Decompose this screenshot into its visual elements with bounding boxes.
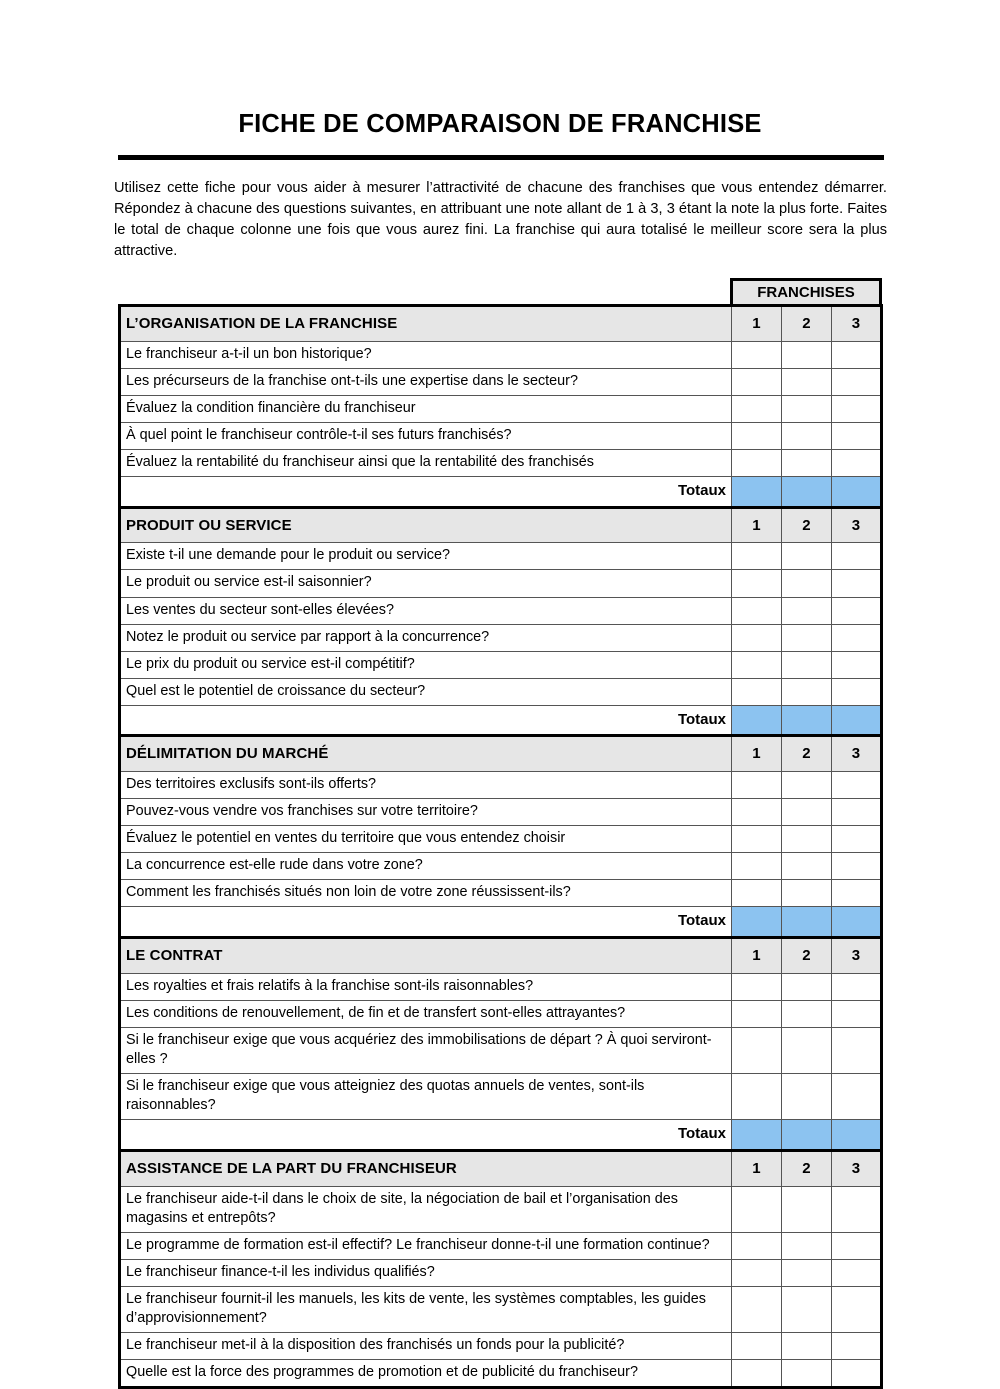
totals-cell[interactable]: [832, 1119, 882, 1150]
table-row: [120, 1359, 882, 1387]
table-row: [120, 1027, 882, 1073]
column-header-1: 1: [732, 507, 782, 543]
table-row: [120, 624, 882, 651]
table-row: [120, 570, 882, 597]
title-divider: [118, 155, 884, 160]
score-cell[interactable]: [732, 597, 782, 624]
section-title: PRODUIT OU SERVICE: [120, 507, 732, 543]
score-cell[interactable]: [732, 772, 782, 799]
column-header-3: 3: [832, 938, 882, 974]
score-cell[interactable]: [832, 1332, 882, 1359]
totals-cell[interactable]: [782, 705, 832, 736]
section-title: LE CONTRAT: [120, 938, 732, 974]
score-cell[interactable]: [832, 799, 882, 826]
score-cell[interactable]: [732, 395, 782, 422]
column-header-3: 3: [832, 306, 882, 342]
score-cell[interactable]: [782, 341, 832, 368]
score-cell[interactable]: [832, 678, 882, 705]
band-spacer: [118, 278, 730, 304]
totals-cell[interactable]: [732, 907, 782, 938]
question-text: Évaluez la condition financière du franchiseur: [120, 395, 732, 422]
question-text: À quel point le franchiseur contrôle-t-il ses futurs franchisés?: [120, 422, 732, 449]
score-cell[interactable]: [832, 341, 882, 368]
table-row: [120, 1186, 882, 1232]
section-header-row: [120, 507, 882, 543]
score-cell[interactable]: [732, 543, 782, 570]
score-cell[interactable]: [732, 422, 782, 449]
score-cell[interactable]: [732, 1232, 782, 1259]
column-header-3: 3: [832, 507, 882, 543]
table-row: [120, 1332, 882, 1359]
section-header-row: [120, 1150, 882, 1186]
score-cell[interactable]: [832, 880, 882, 907]
score-cell[interactable]: [832, 624, 882, 651]
score-cell[interactable]: [732, 973, 782, 1000]
score-cell[interactable]: [732, 1000, 782, 1027]
score-cell[interactable]: [782, 1232, 832, 1259]
score-cell[interactable]: [732, 341, 782, 368]
score-cell[interactable]: [782, 543, 832, 570]
section-header-row: [120, 736, 882, 772]
table-row: [120, 1073, 882, 1119]
column-header-2: 2: [782, 736, 832, 772]
score-cell[interactable]: [782, 1073, 832, 1119]
section-title: DÉLIMITATION DU MARCHÉ: [120, 736, 732, 772]
table-row: [120, 826, 882, 853]
score-cell[interactable]: [832, 395, 882, 422]
totals-label: Totaux: [120, 1119, 732, 1150]
table-row: [120, 1232, 882, 1259]
score-cell[interactable]: [832, 1232, 882, 1259]
question-text: Pouvez-vous vendre vos franchises sur votre territoire?: [120, 799, 732, 826]
score-cell[interactable]: [732, 570, 782, 597]
table-row: [120, 422, 882, 449]
table-row: [120, 368, 882, 395]
column-header-2: 2: [782, 938, 832, 974]
table-row: [120, 880, 882, 907]
question-text: Le produit ou service est-il saisonnier?: [120, 570, 732, 597]
score-cell[interactable]: [782, 799, 832, 826]
totals-cell[interactable]: [832, 476, 882, 507]
page-title: FICHE DE COMPARAISON DE FRANCHISE: [238, 110, 762, 138]
score-cell[interactable]: [732, 1332, 782, 1359]
score-cell[interactable]: [782, 772, 832, 799]
table-row: [120, 449, 882, 476]
question-text: Le prix du produit ou service est-il compétitif?: [120, 651, 732, 678]
question-text: Le franchiseur fournit-il les manuels, les kits de vente, les systèmes comptables, les guides d’approvisionnement?: [120, 1286, 732, 1332]
question-text: Le franchiseur met-il à la disposition des franchisés un fonds pour la publicité?: [120, 1332, 732, 1359]
table-row: [120, 341, 882, 368]
score-cell[interactable]: [782, 1332, 832, 1359]
comparison-table: [118, 304, 883, 1389]
question-text: Le programme de formation est-il effectif? Le franchiseur donne-t-il une formation continue?: [120, 1232, 732, 1259]
score-cell[interactable]: [782, 624, 832, 651]
question-text: Le franchiseur a-t-il un bon historique?: [120, 341, 732, 368]
score-cell[interactable]: [832, 1186, 882, 1232]
totals-cell[interactable]: [732, 476, 782, 507]
score-cell[interactable]: [782, 973, 832, 1000]
score-cell[interactable]: [782, 1000, 832, 1027]
score-cell[interactable]: [732, 1186, 782, 1232]
franchises-group-header: FRANCHISES: [730, 278, 882, 304]
score-cell[interactable]: [782, 449, 832, 476]
score-cell[interactable]: [832, 449, 882, 476]
question-text: Existe t-il une demande pour le produit ou service?: [120, 543, 732, 570]
table-row: [120, 973, 882, 1000]
question-text: Le franchiseur finance-t-il les individus qualifiés?: [120, 1259, 732, 1286]
question-text: Des territoires exclusifs sont-ils offerts?: [120, 772, 732, 799]
totals-cell[interactable]: [782, 476, 832, 507]
franchises-band: [118, 278, 882, 304]
score-cell[interactable]: [832, 1286, 882, 1332]
question-text: Si le franchiseur exige que vous acquériez des immobilisations de départ ? À quoi serviront-elles ?: [120, 1027, 732, 1073]
question-text: Comment les franchisés situés non loin de votre zone réussissent-ils?: [120, 880, 732, 907]
score-cell[interactable]: [782, 570, 832, 597]
question-text: Quel est le potentiel de croissance du secteur?: [120, 678, 732, 705]
column-header-2: 2: [782, 507, 832, 543]
table-row: [120, 678, 882, 705]
score-cell[interactable]: [782, 1286, 832, 1332]
question-text: Évaluez la rentabilité du franchiseur ainsi que la rentabilité des franchisés: [120, 449, 732, 476]
score-cell[interactable]: [832, 973, 882, 1000]
question-text: Le franchiseur aide-t-il dans le choix de site, la négociation de bail et l’organisation des magasins et entrepôts?: [120, 1186, 732, 1232]
section-header-row: [120, 306, 882, 342]
column-header-1: 1: [732, 736, 782, 772]
column-header-3: 3: [832, 736, 882, 772]
totals-label: Totaux: [120, 705, 732, 736]
comparison-table-wrapper: [118, 278, 882, 1389]
score-cell[interactable]: [782, 422, 832, 449]
score-cell[interactable]: [832, 570, 882, 597]
table-row: [120, 395, 882, 422]
score-cell[interactable]: [732, 449, 782, 476]
score-cell[interactable]: [732, 1027, 782, 1073]
totals-row: [120, 476, 882, 507]
score-cell[interactable]: [782, 597, 832, 624]
score-cell[interactable]: [832, 368, 882, 395]
column-header-1: 1: [732, 938, 782, 974]
section-header-row: [120, 938, 882, 974]
table-row: [120, 1000, 882, 1027]
score-cell[interactable]: [832, 422, 882, 449]
score-cell[interactable]: [732, 1286, 782, 1332]
totals-cell[interactable]: [782, 1119, 832, 1150]
section-title: L’ORGANISATION DE LA FRANCHISE: [120, 306, 732, 342]
column-header-2: 2: [782, 306, 832, 342]
totals-row: [120, 907, 882, 938]
question-text: Les ventes du secteur sont-elles élevées?: [120, 597, 732, 624]
score-cell[interactable]: [782, 678, 832, 705]
column-header-2: 2: [782, 1150, 832, 1186]
question-text: Les précurseurs de la franchise ont-t-ils une expertise dans le secteur?: [120, 368, 732, 395]
table-row: [120, 597, 882, 624]
score-cell[interactable]: [732, 651, 782, 678]
totals-cell[interactable]: [832, 705, 882, 736]
score-cell[interactable]: [832, 1359, 882, 1387]
column-header-1: 1: [732, 306, 782, 342]
score-cell[interactable]: [782, 826, 832, 853]
score-cell[interactable]: [782, 368, 832, 395]
totals-row: [120, 1119, 882, 1150]
score-cell[interactable]: [782, 651, 832, 678]
totals-cell[interactable]: [832, 907, 882, 938]
question-text: Les conditions de renouvellement, de fin et de transfert sont-elles attrayantes?: [120, 1000, 732, 1027]
score-cell[interactable]: [782, 1186, 832, 1232]
score-cell[interactable]: [782, 880, 832, 907]
table-row: [120, 543, 882, 570]
table-row: [120, 853, 882, 880]
table-row: [120, 799, 882, 826]
question-text: Évaluez le potentiel en ventes du territoire que vous entendez choisir: [120, 826, 732, 853]
score-cell[interactable]: [832, 1027, 882, 1073]
score-cell[interactable]: [732, 853, 782, 880]
totals-cell[interactable]: [732, 1119, 782, 1150]
score-cell[interactable]: [832, 772, 882, 799]
question-text: Notez le produit ou service par rapport à la concurrence?: [120, 624, 732, 651]
score-cell[interactable]: [832, 853, 882, 880]
column-header-1: 1: [732, 1150, 782, 1186]
score-cell[interactable]: [732, 1073, 782, 1119]
score-cell[interactable]: [732, 624, 782, 651]
table-row: [120, 1259, 882, 1286]
totals-cell[interactable]: [732, 705, 782, 736]
question-text: Quelle est la force des programmes de promotion et de publicité du franchiseur?: [120, 1359, 732, 1387]
score-cell[interactable]: [832, 597, 882, 624]
score-cell[interactable]: [732, 826, 782, 853]
section-title: ASSISTANCE DE LA PART DU FRANCHISEUR: [120, 1150, 732, 1186]
totals-row: [120, 705, 882, 736]
score-cell[interactable]: [732, 1259, 782, 1286]
score-cell[interactable]: [832, 1073, 882, 1119]
score-cell[interactable]: [732, 368, 782, 395]
score-cell[interactable]: [732, 880, 782, 907]
table-row: [120, 772, 882, 799]
score-cell[interactable]: [832, 826, 882, 853]
score-cell[interactable]: [782, 1359, 832, 1387]
intro-paragraph: Utilisez cette fiche pour vous aider à mesurer l’attractivité de chacune des franchises que vous entendez démarrer. Répondez à chacune des questions suivantes, en attribuant une note allant de 1 à 3, 3 étant la note la plus forte. Faites le total de chaque colonne une fois que vous aurez fini. La franchise qui aura totalisé le meilleur score sera la plus attractive.: [114, 180, 887, 259]
question-text: La concurrence est-elle rude dans votre zone?: [120, 853, 732, 880]
score-cell[interactable]: [832, 1259, 882, 1286]
totals-cell[interactable]: [782, 907, 832, 938]
table-row: [120, 1286, 882, 1332]
score-cell[interactable]: [782, 853, 832, 880]
score-cell[interactable]: [732, 1359, 782, 1387]
column-header-3: 3: [832, 1150, 882, 1186]
score-cell[interactable]: [832, 1000, 882, 1027]
score-cell[interactable]: [782, 1259, 832, 1286]
score-cell[interactable]: [832, 651, 882, 678]
score-cell[interactable]: [782, 395, 832, 422]
score-cell[interactable]: [782, 1027, 832, 1073]
totals-label: Totaux: [120, 907, 732, 938]
totals-label: Totaux: [120, 476, 732, 507]
score-cell[interactable]: [732, 799, 782, 826]
question-text: Les royalties et frais relatifs à la franchise sont-ils raisonnables?: [120, 973, 732, 1000]
question-text: Si le franchiseur exige que vous atteigniez des quotas annuels de ventes, sont-ils raisonnables?: [120, 1073, 732, 1119]
score-cell[interactable]: [832, 543, 882, 570]
table-row: [120, 651, 882, 678]
score-cell[interactable]: [732, 678, 782, 705]
